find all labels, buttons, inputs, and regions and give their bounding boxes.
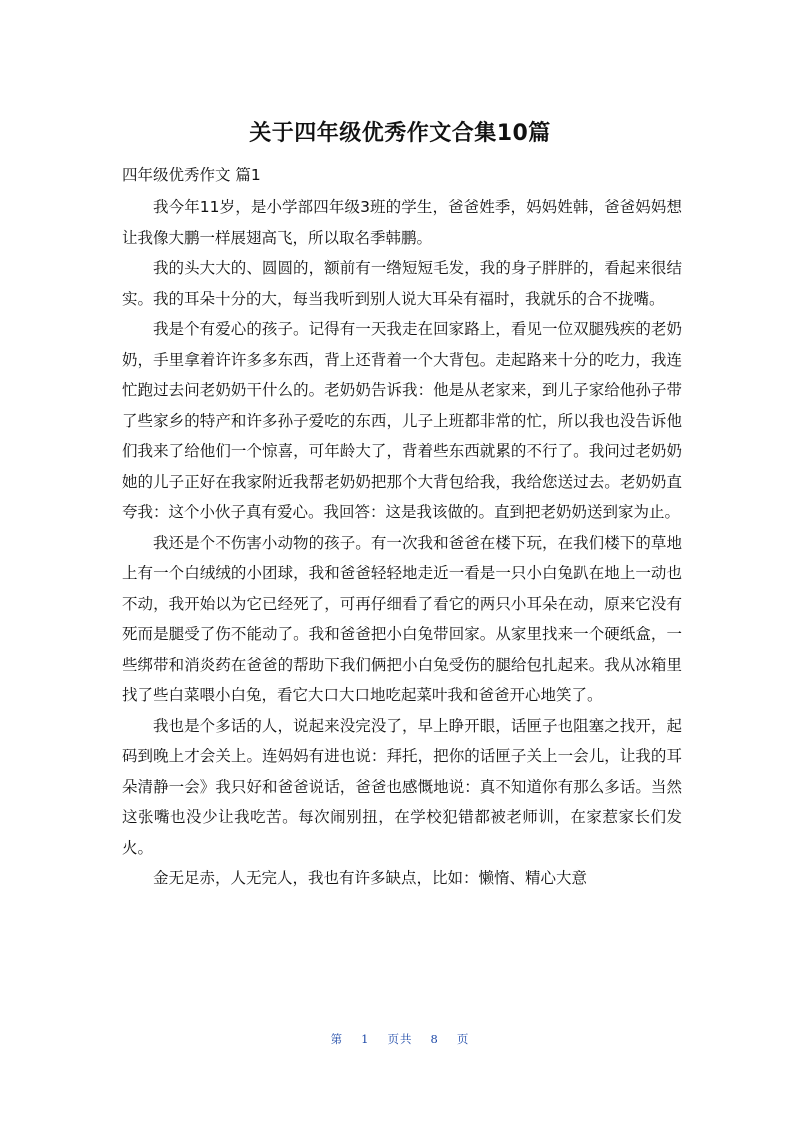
paragraph: 我也是个多话的人，说起来没完没了，早上睁开眼，话匣子也阻塞之找开，起码到晚上才会关上。连妈妈有进也说：拜托，把你的话匣子关上一会儿，让我的耳朵清静一会》我只好和爸爸说话，爸爸也感慨地说：真不知道你有那么多话。当然这张嘴也没少让我吃苦。每次闹别扭，在学校犯错都被老师训，在家惹家长们发火。: [122, 716, 682, 857]
footer-page-number: 1: [361, 1032, 370, 1046]
paragraph: 我的头大大的、圆圆的，额前有一绺短短毛发，我的身子胖胖的，看起来很结实。我的耳朵十分的大，每当我听到别人说大耳朵有福时，我就乐的合不拢嘴。: [122, 259, 682, 308]
paragraph: 我是个有爱心的孩子。记得有一天我走在回家路上，看见一位双腿残疾的老奶奶，手里拿着许许多多东西，背上还背着一个大背包。走起路来十分的吃力，我连忙跑过去问老奶奶干什么的。老奶奶告诉我：他是从老家来，到儿子家给他孙子带了些家乡的特产和许多孙子爱吃的东西，儿子上班都非常的忙，所以我也没告诉他们我来了给他们一个惊喜，可年龄大了，背着些东西就累的不行了。我问过老奶奶她的儿子正好在我家附近我帮老奶奶把那个大背包给我，我给您送过去。老奶奶直夸我：这个小伙子真有爱心。我回答：这是我该做的。直到把老奶奶送到家为止。: [122, 320, 682, 521]
footer-middle: 页共: [387, 1032, 413, 1046]
essay-body: [122, 192, 682, 894]
footer-suffix: 页: [456, 1032, 470, 1046]
paragraph: 金无足赤，人无完人，我也有许多缺点，比如：懒惰、精心大意: [153, 869, 588, 887]
section-heading: 四年级优秀作文 篇1: [122, 166, 261, 184]
paragraph: 我还是个不伤害小动物的孩子。有一次我和爸爸在楼下玩，在我们楼下的草地上有一个白绒绒的小团球，我和爸爸轻轻地走近一看是一只小白兔趴在地上一动也不动，我开始以为它已经死了，可再仔细看了看它的两只小耳朵在动，原来它没有死而是腿受了伤不能动了。我和爸爸把小白兔带回家。从家里找来一个硬纸盒，一些绑带和消炎药在爸爸的帮助下我们俩把小白兔受伤的腿给包扎起来。我从冰箱里找了些白菜喂小白兔，看它大口大口地吃起菜叶我和爸爸开心地笑了。: [122, 533, 682, 704]
page-footer: [0, 1031, 800, 1047]
paragraph: 我今年11岁，是小学部四年级3班的学生，爸爸姓季，妈妈姓韩，爸爸妈妈想让我像大鹏一样展翅高飞，所以取名季韩鹏。: [122, 198, 682, 247]
footer-prefix: 第: [330, 1032, 344, 1046]
document-title: 关于四年级优秀作文合集10篇: [249, 121, 551, 146]
footer-total-pages: 8: [430, 1032, 439, 1046]
